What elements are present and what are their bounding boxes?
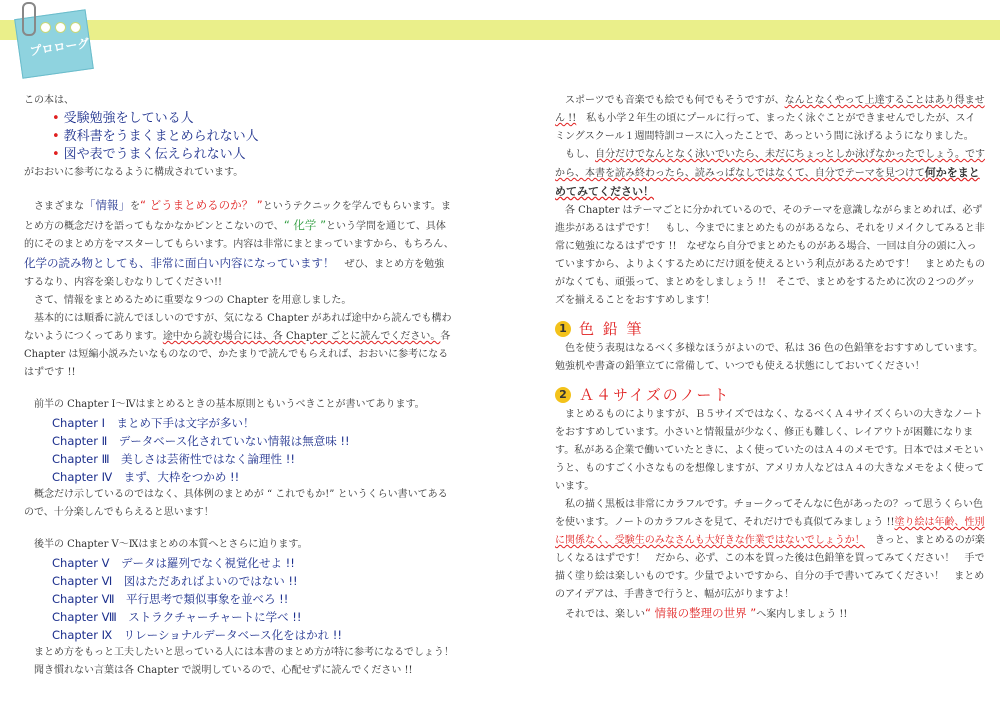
chapter-item: Chapter Ⅱ データベース化されていない情報は無意味 !! [52, 434, 350, 448]
paragraph: 聞き慣れない言葉は各 Chapter で説明しているので、心配せずに読んでください !! [34, 665, 413, 676]
bullet-item: • 図や表でうまく伝えられない人 [52, 147, 246, 162]
paragraph: 私の描く黒板は非常にカラフルです。チョークってそんなに色があったの？って思うくらい色を使います。ノートのカラフルさを見て、それだけでも真似てみましょう !!塗り絵は年齢、性別に関係なく、受験生のみなさんも大好きな作業ではないでしょうか！ きっと、まとめるのが楽しくなるはずです！ だから、必ず、この本を買った後は色鉛筆を買ってみてください！ 手で描く塗り絵は楽しいものです。少量でよいですから、自分の手で書いてみてください！ まとめのアイデアは、手書きで行うと、幅が広がりますよ！ [555, 499, 985, 600]
chapter-item: Chapter Ⅸ リレーショナルデータベース化をはかれ !! [52, 628, 342, 642]
chapter-item: Chapter Ⅶ 平行思考で類似事象を並べろ !! [52, 592, 289, 606]
heading-text: 色 鉛 筆 [579, 320, 644, 338]
paragraph: さて、情報をまとめるために重要な９つの Chapter を用意しました。 [34, 295, 352, 306]
paragraph: それでは、楽しい“ 情報の整理の世界 ”へ案内しましょう !! [565, 606, 848, 620]
prologue-label: プロローグ [28, 36, 91, 59]
left-column [24, 92, 454, 680]
right-column [555, 92, 985, 624]
chapter-item: Chapter Ⅵ 図はただあればよいのではない !! [52, 574, 298, 588]
paragraph: 基本的には順番に読んでほしいのですが、気になる Chapter があれば途中から読んでも構わないようにつくってあります。途中から読む場合には、各 Chapter ごとに読んでください。各 Chapter は短編小説みたいなものなので、かたまりで読んでもらえれば、おおいに参考になるはずです !! [24, 313, 452, 378]
header-bar [80, 20, 1000, 40]
paragraph: まとめ方をもっと工夫したいと思っている人には本書のまとめ方が特に参考になるでしょう！ [34, 647, 454, 658]
intro-text: この本は、 [24, 95, 74, 106]
paperclip-icon [22, 2, 36, 36]
chapter-item: Chapter Ⅴ データは羅列でなく視覚化せよ !! [52, 556, 295, 570]
paragraph: スポーツでも音楽でも絵でも何でもそうですが、なんとなくやって上達することはあり得ません !! 私も小学２年生の頃にプールに行って、まったく泳ぐことができませんでしたが、スイミングスクール１週間特訓コースに入ったことで、あっという間に泳げるようになりました。 [555, 95, 985, 142]
section-heading [555, 386, 985, 404]
paragraph: 概念だけ示しているのではなく、具体例のまとめが “ これでもか!” というくらい書いてあるので、十分楽しんでもらえると思います！ [24, 489, 448, 518]
intro-end: がおおいに参考になるように構成されています。 [24, 167, 244, 178]
chapter-item: Chapter Ⅳ まず、大枠をつかめ !! [52, 470, 240, 484]
bullet-item: • 受験勉強をしている人 [52, 111, 194, 126]
number-badge: 1 [555, 321, 571, 337]
chapter-item: Chapter Ⅲ 美しさは芸術性ではなく論理性 !! [52, 452, 295, 466]
number-badge: 2 [555, 387, 571, 403]
section-heading [555, 320, 985, 338]
paragraph: もし、自分だけでなんとなく泳いでいたら、未だにちょっとしか泳げなかったでしょう。ですから、本書を読み終わったら、読みっぱなしではなくて、自分でテーマを見つけて何かをまとめてみてください！ [555, 149, 985, 198]
bullet-item: • 教科書をうまくまとめられない人 [52, 129, 259, 144]
chapter-item: Chapter Ⅰ まとめ下手は文字が多い！ [52, 416, 255, 430]
paragraph: 後半の Chapter Ⅴ～Ⅸはまとめの本質へとさらに迫ります。 [34, 539, 308, 550]
chapter-item: Chapter Ⅷ ストラクチャーチャートに学べ !! [52, 610, 302, 624]
paragraph: まとめるものによりますが、Ｂ５サイズではなく、なるべくＡ４サイズくらいの大きなノートをおすすめしています。小さいと情報量が少なく、修正も難しく、レイアウトが困難になります。私がある企業で働いていたときに、よく使っていたのはＡ４のメモです。日本ではメモというと、ものすごく小さなものを想像しますが、アメリカ人などはＡ４の大きなメモをよく使っています。 [555, 409, 985, 492]
paragraph: さまざまな「情報」を“ どうまとめるのか？ ”というテクニックを学んでもらいます。まとめ方の概念だけを語ってもなかなかピンとこないので、“ 化学 ”という学問を通じて、具体的にそのまとめ方をマスターしてもらいます。内容は非常にまとまっていますから、もちろん、化学の読み物としても、非常に面白い内容になっています！ ぜひ、まとめ方を勉強するなり、内容を楽しむなりしてください!! [24, 198, 454, 288]
paragraph: 前半の Chapter Ⅰ～Ⅳはまとめるときの基本原則ともいうべきことが書いてあります。 [34, 399, 425, 410]
heading-text: Ａ４サイズのノート [579, 386, 731, 404]
paragraph: 各 Chapter はテーマごとに分かれているので、そのテーマを意識しながらまとめれば、必ず進歩があるはずです！ もし、今までにまとめたものがあるなら、それをリメイクしてみると非常に勉強になるはずです !! なぜなら自分でまとめたものがある場合、一回は自分の頭に入っていますから、よりよくするためにだけ頭を使えるという利点があるためです！ まとめたものがなくても、頑張って、まとめをしましょう !! そこで、まとめをするために次の２つのグッズを揃えることをおすすめします！ [555, 205, 985, 306]
paragraph: 色を使う表現はなるべく多様なほうがよいので、私は 36 色の色鉛筆をおすすめしています。勉強机や書斎の鉛筆立てに常備して、いつでも使える状態にしておいてください！ [555, 343, 984, 372]
dots-decoration [40, 18, 85, 37]
